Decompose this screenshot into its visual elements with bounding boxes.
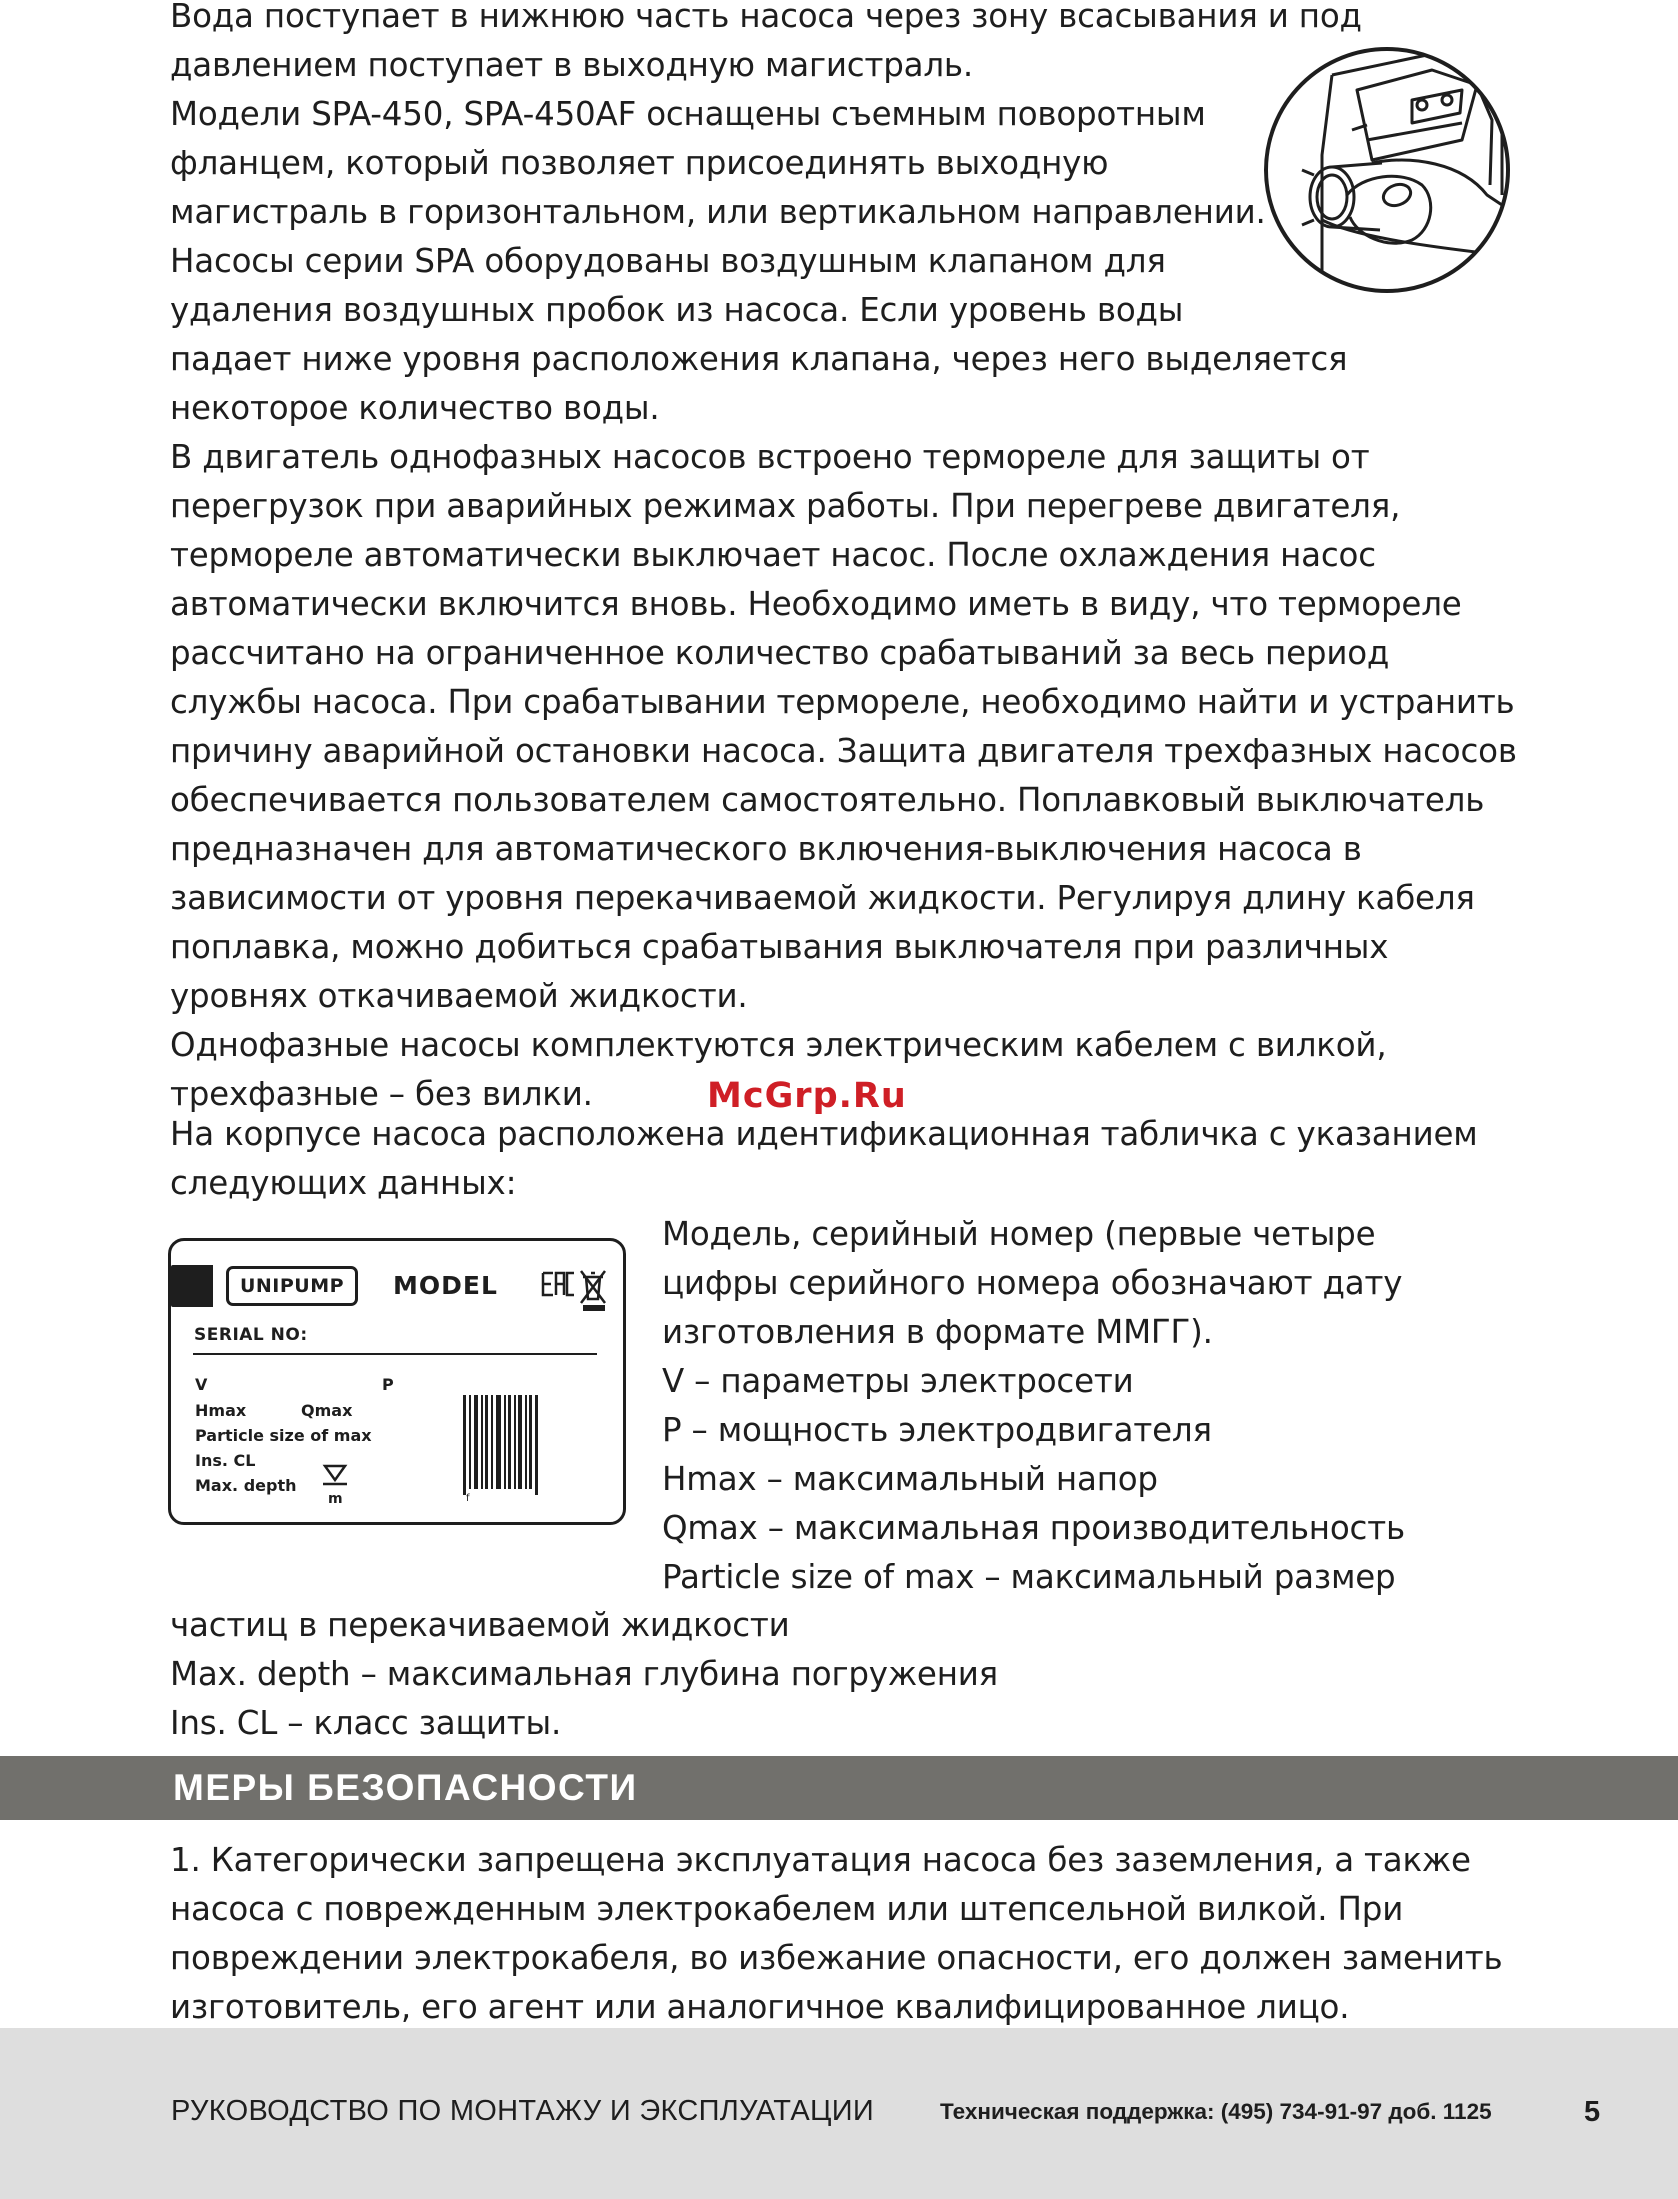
text-line: изготовления в формате ММГГ). [662, 1313, 1213, 1351]
divider [193, 1353, 597, 1355]
text-line: Particle size of max – максимальный размер [662, 1558, 1396, 1596]
text-line: изготовитель, его агент или аналогичное квалифицированное лицо. [170, 1988, 1350, 2026]
serial-label: SERIAL NO: [194, 1325, 308, 1345]
text-line: рассчитано на ограниченное количество срабатываний за весь период [170, 634, 1390, 672]
pump-flange-illustration [1262, 45, 1512, 295]
barcode-icon [461, 1393, 541, 1503]
text-line: магистраль в горизонтальном, или вертикальном направлении. [170, 193, 1266, 231]
watermark-logo: McGrp.Ru [707, 1076, 907, 1116]
section-title: МЕРЫ БЕЗОПАСНОСТИ [173, 1767, 638, 1808]
body-text-mid [170, 1110, 1478, 1208]
section-header-bar [0, 1756, 1678, 1820]
text-line: Насосы серии SPA оборудованы воздушным клапаном для [170, 242, 1166, 280]
text-line: P – мощность электродвигателя [662, 1411, 1212, 1449]
brand-logo: UNIPUMP [226, 1266, 358, 1306]
nameplate-black-tab [171, 1265, 213, 1307]
text-line: трехфазные – без вилки. [170, 1075, 593, 1113]
page-number: 5 [1584, 2096, 1601, 2128]
text-line: насоса с поврежденным электрокабелем или штепсельной вилкой. При [170, 1890, 1404, 1928]
text-line: термореле автоматически выключает насос. После охлаждения насос [170, 536, 1376, 574]
nameplate-model-label: MODEL [393, 1271, 498, 1300]
text-line: Hmax – максимальный напор [662, 1460, 1158, 1498]
text-line: службы насоса. При срабатывании термореле, необходимо найти и устранить [170, 683, 1515, 721]
text-line: давлением поступает в выходную магистраль. [170, 46, 974, 84]
field-ins: Ins. CL [195, 1451, 256, 1470]
page-footer [0, 2028, 1678, 2199]
text-line: автоматически включится вновь. Необходимо иметь в виду, что термореле [170, 585, 1462, 623]
field-hmax: Hmax [195, 1401, 247, 1420]
body-text-right [662, 1210, 1512, 1602]
text-line: Модель, серийный номер (первые четыре [662, 1215, 1376, 1253]
text-line: повреждении электрокабеля, во избежание опасности, его должен заменить [170, 1939, 1503, 1977]
footer-support-phone: Техническая поддержка: (495) 734-91-97 доб. 1125 [940, 2099, 1492, 2124]
field-qmax: Qmax [301, 1401, 353, 1420]
text-line: цифры серийного номера обозначают дату [662, 1264, 1403, 1302]
text-line: причину аварийной остановки насоса. Защита двигателя трехфазных насосов [170, 732, 1517, 770]
text-line: предназначен для автоматического включения-выключения насоса в [170, 830, 1362, 868]
text-line: 1. Категорически запрещена эксплуатация насоса без заземления, а также [170, 1841, 1471, 1879]
text-line: поплавка, можно добиться срабатывания выключателя при различных [170, 928, 1389, 966]
text-line: V – параметры электросети [662, 1362, 1134, 1400]
eac-weee-icon [539, 1265, 609, 1315]
text-line: некоторое количество воды. [170, 389, 660, 427]
text-line: Ins. CL – класс защиты. [170, 1704, 562, 1742]
text-line: фланцем, который позволяет присоединять выходную [170, 144, 1109, 182]
text-line: В двигатель однофазных насосов встроено термореле для защиты от [170, 438, 1370, 476]
field-particle: Particle size of max [195, 1426, 372, 1445]
text-line: удаления воздушных пробок из насоса. Если уровень воды [170, 291, 1184, 329]
text-line: частиц в перекачиваемой жидкости [170, 1606, 790, 1644]
nameplate-diagram [168, 1238, 626, 1525]
text-line: На корпусе насоса расположена идентификационная табличка с указанием [170, 1115, 1478, 1153]
footer-manual-title: РУКОВОДСТВО ПО МОНТАЖУ И ЭКСПЛУАТАЦИИ [171, 2095, 875, 2127]
text-line: падает ниже уровня расположения клапана, через него выделяется [170, 340, 1348, 378]
text-line: Вода поступает в нижнюю часть насоса через зону всасывания и под [170, 0, 1362, 35]
body-text-bottom [170, 1601, 1470, 1748]
field-depth: Max. depth [195, 1476, 297, 1495]
text-line: обеспечивается пользователем самостоятельно. Поплавковый выключатель [170, 781, 1485, 819]
safety-text [170, 1836, 1510, 2032]
text-line: Модели SPA-450, SPA-450AF оснащены съемным поворотным [170, 95, 1206, 133]
text-line: следующих данных: [170, 1164, 517, 1202]
text-line: уровнях откачиваемой жидкости. [170, 977, 748, 1015]
text-line: зависимости от уровня перекачиваемой жидкости. Регулируя длину кабеля [170, 879, 1475, 917]
field-unit-m: m [328, 1491, 343, 1507]
text-line: Qmax – максимальная производительность [662, 1509, 1405, 1547]
barcode-char: f [466, 1493, 470, 1503]
field-p: P [382, 1375, 394, 1394]
text-line: перегрузок при аварийных режимах работы. При перегреве двигателя, [170, 487, 1401, 525]
text-line: Однофазные насосы комплектуются электрическим кабелем с вилкой, [170, 1026, 1387, 1064]
text-line: Max. depth – максимальная глубина погружения [170, 1655, 999, 1693]
field-v: V [195, 1375, 208, 1394]
water-level-icon [321, 1463, 349, 1487]
